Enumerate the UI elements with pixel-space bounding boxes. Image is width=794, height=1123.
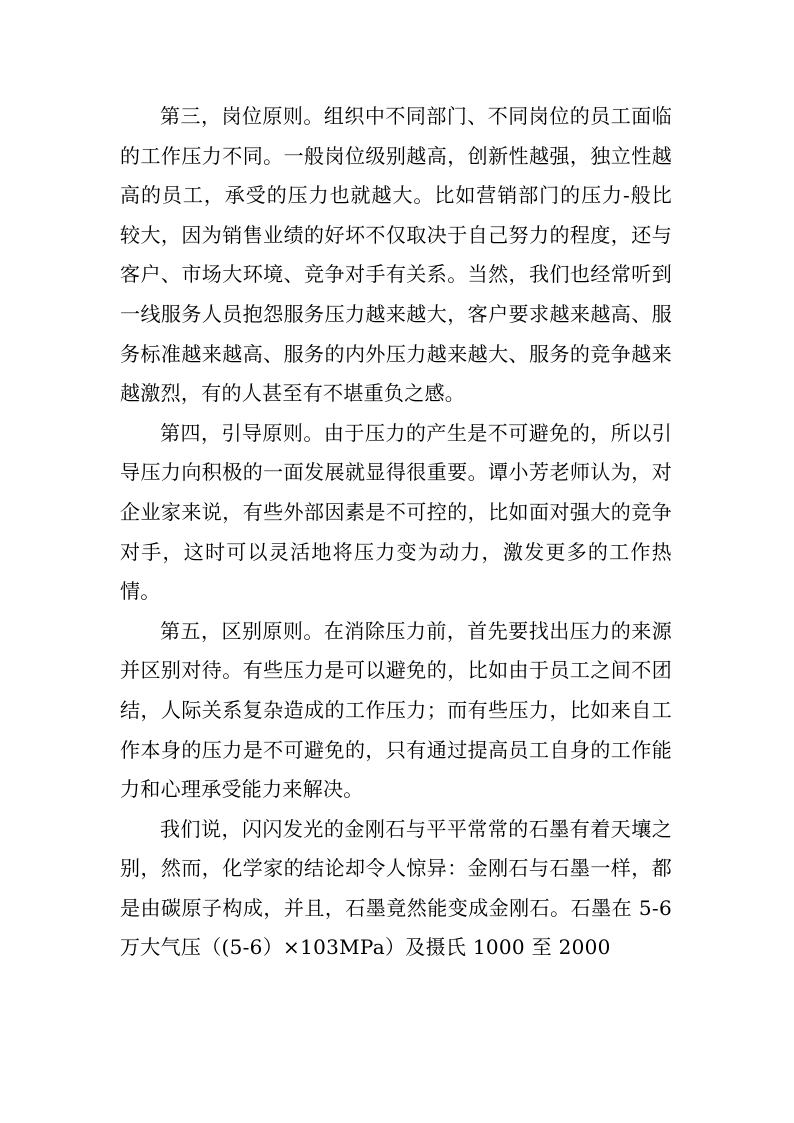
- paragraph-diamond-graphite: 我们说，闪闪发光的金刚石与平平常常的石墨有着天壤之别，然而，化学家的结论却令人惊异：金刚石与石墨一样，都是由碳原子构成，并且，石墨竟然能变成金刚石。石墨在 5-6 万大气压（(5-6）×103MPa）及摄氏 1000 至 2000: [120, 816, 672, 960]
- paragraph-job-principle: 第三，岗位原则。组织中不同部门、不同岗位的员工面临的工作压力不同。一般岗位级别越高，创新性越强，独立性越高的员工，承受的压力也就越大。比如营销部门的压力-般比较大，因为销售业绩的好坏不仅取决于自己努力的程度，还与客户、市场大环境、竞争对手有关系。当然，我们也经常听到一线服务人员抱怨服务压力越来越大，客户要求越来越高、服务标准越来越高、服务的内外压力越来越大、服务的竞争越来越激烈，有的人甚至有不堪重负之感。: [120, 104, 672, 406]
- paragraph-distinction-principle: 第五，区别原则。在消除压力前，首先要找出压力的来源并区别对待。有些压力是可以避免的，比如由于员工之间不团结，人际关系复杂造成的工作压力；而有些压力，比如来自工作本身的压力是不可避免的，只有通过提高员工自身的工作能力和心理承受能力来解决。: [120, 618, 672, 802]
- document-body: [120, 97, 672, 968]
- paragraph-guidance-principle: 第四，引导原则。由于压力的产生是不可避免的，所以引导压力向积极的一面发展就显得很重要。谭小芳老师认为，对企业家来说，有些外部因素是不可控的，比如面对强大的竞争对手，这时可以灵活地将压力变为动力，激发更多的工作热情。: [120, 420, 672, 604]
